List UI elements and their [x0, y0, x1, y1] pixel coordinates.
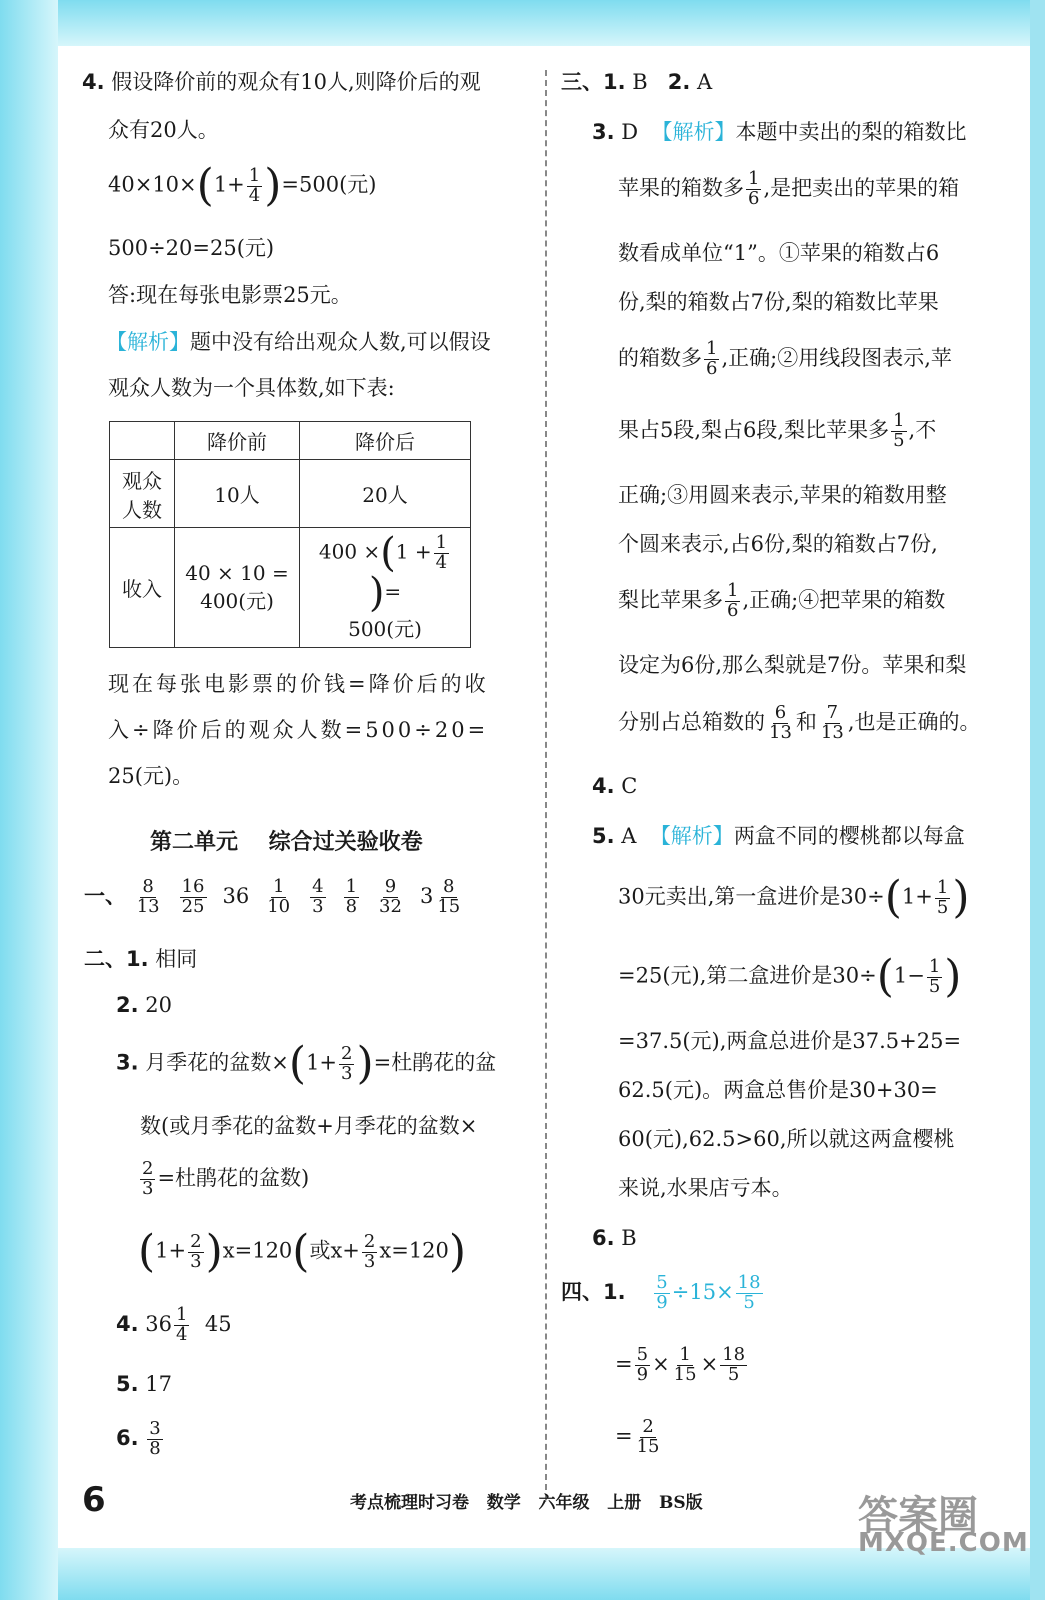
q3-line4: 份,梨的箱数占7份,梨的箱数比苹果 — [618, 290, 939, 314]
s3-q1-q2: 三、1. B 2. A — [561, 70, 713, 94]
s4-line3: = $\frac{2}{15}$ — [615, 1416, 660, 1457]
q5-line2: 30元卖出,第一盒进价是30÷(1+ $\frac{1}{5}$ ) — [618, 872, 970, 923]
q3-line5: 的箱数多 $\frac{1}{6}$ ,正确;②用线段图表示,苹 — [618, 338, 952, 379]
equation-1: 40×10×(1+ $\frac{1}{4}$ )=500(元) — [108, 160, 377, 211]
s2-q5: 5. 17 — [116, 1372, 173, 1396]
unit-title: 第二单元 综合过关验收卷 — [150, 830, 423, 855]
q5-line1: 5. A 【解析】两盒不同的樱桃都以每盒 — [592, 824, 965, 848]
q4-line1: 4. 假设降价前的观众有10人,则降价后的观 — [82, 70, 481, 94]
answer-item: $\frac{8}{13}$ — [136, 876, 160, 917]
analysis-tag: 【解析】 — [106, 330, 190, 354]
explanation-line3: 25(元)。 — [108, 764, 194, 788]
q5-line4: =37.5(元),两盒总进价是37.5+25= — [618, 1029, 962, 1053]
q3-line10: 设定为6份,那么梨就是7份。苹果和梨 — [618, 653, 967, 677]
decorative-border-left — [0, 0, 58, 1600]
q3-line9: 梨比苹果多 $\frac{1}{6}$ ,正确;④把苹果的箱数 — [618, 580, 946, 621]
s2-q3-line1: 3. 月季花的盆数×(1+ $\frac{2}{3}$ )=杜鹃花的盆 — [116, 1038, 497, 1089]
s2-q4: 4. 36 $\frac{1}{4}$ 45 — [116, 1304, 232, 1345]
q3-line1: 3. D 【解析】本题中卖出的梨的箱数比 — [592, 120, 967, 144]
s2-q3-line3: $\frac{2}{3}$ =杜鹃花的盆数) — [142, 1158, 310, 1199]
answer-line: 答:现在每张电影票25元。 — [108, 283, 352, 307]
answer-item: $\frac{4}{3}$ — [312, 876, 324, 917]
answer-item: $\frac{1}{10}$ — [267, 876, 291, 917]
q4: 4. C — [592, 774, 638, 798]
q3-line6: 果占5段,梨占6段,梨比苹果多 $\frac{1}{5}$ ,不 — [618, 410, 937, 451]
answer-item: 36 — [222, 883, 250, 908]
q3-line8: 个圆来表示,占6份,梨的箱数占7份, — [618, 532, 938, 556]
table-cell: 20人 — [300, 460, 471, 528]
q5-line7: 来说,水果店亏本。 — [618, 1176, 793, 1200]
analysis-line2: 观众人数为一个具体数,如下表: — [108, 376, 395, 400]
decorative-border-right — [1030, 0, 1045, 1600]
s2-q1: 二、1. 相同 — [84, 947, 198, 971]
s2-q3-line2: 数(或月季花的盆数+月季花的盆数× — [140, 1114, 478, 1138]
q3-line11: 分别占总箱数的 $\frac{6}{13}$ 和 $\frac{7}{13}$ ,也是正确的。 — [618, 702, 981, 743]
table-row-label: 收入 — [110, 528, 175, 648]
page-number: 6 — [82, 1480, 106, 1520]
s4-line2: = $\frac{5}{9}$ × $\frac{1}{15}$ × $\frac{18}{5}$ — [615, 1344, 746, 1385]
table-cell: 40 × 10 = 400(元) — [175, 528, 300, 648]
watermark-url: MXQE.COM — [858, 1528, 1029, 1558]
footer-text: 考点梳理时习卷 数学 六年级 上册 BS版 — [350, 1493, 703, 1513]
table-header: 降价前 — [175, 422, 300, 460]
column-divider — [545, 70, 547, 1500]
s2-q2: 2. 20 — [116, 993, 173, 1017]
q4-line2: 众有20人。 — [108, 118, 219, 142]
equation-2: 500÷20=25(元) — [108, 236, 275, 260]
s4-line1: 四、1. $\frac{5}{9}$ ÷15× $\frac{18}{5}$ — [561, 1272, 761, 1313]
decorative-border-top — [0, 0, 1045, 46]
audience-table — [109, 421, 471, 648]
table-cell: 10人 — [175, 460, 300, 528]
answer-item: 3 $\frac{8}{15}$ — [419, 876, 461, 917]
s2-q6: 6. $\frac{3}{8}$ — [116, 1418, 161, 1459]
fraction: $\frac{1}{4}$ — [248, 164, 261, 206]
section1-answers: 一、 $\frac{8}{13}$ $\frac{16}{25}$ 36 $\frac{1}{10}$ $\frac{4}{3}$ $\frac{1}{8}$ $\frac{9}{32}$ 3 $\frac{8}{15}$ — [84, 878, 478, 917]
table-cell: 400 ×(1 + $\frac{1}{4}$ )= 500(元) — [300, 528, 471, 648]
q5-line5: 62.5(元)。两盒总售价是30+30= — [618, 1078, 938, 1102]
table-header: 降价后 — [300, 422, 471, 460]
table-row-label: 观众 人数 — [110, 460, 175, 528]
q3-line3: 数看成单位“1”。①苹果的箱数占6 — [618, 241, 940, 265]
explanation-line1: 现在每张电影票的价钱=降价后的收 — [108, 672, 489, 696]
answer-item: $\frac{16}{25}$ — [181, 876, 205, 917]
answer-item: $\frac{9}{32}$ — [379, 876, 402, 917]
q3-line2: 苹果的箱数多 $\frac{1}{6}$ ,是把卖出的苹果的箱 — [618, 168, 960, 209]
q4-number: 4. — [82, 70, 105, 94]
watermark-text: 答案圈 — [858, 1493, 978, 1539]
analysis-line1: 【解析】题中没有给出观众人数,可以假设 — [106, 330, 491, 354]
q5-line6: 60(元),62.5>60,所以就这两盒樱桃 — [618, 1127, 955, 1151]
q6: 6. B — [592, 1226, 637, 1250]
q5-line3: =25(元),第二盒进价是30÷(1− $\frac{1}{5}$ ) — [618, 951, 962, 1002]
explanation-line2: 入÷降价后的观众人数=500÷20= — [108, 718, 489, 742]
s2-q3-equation: (1+ $\frac{2}{3}$ )x=120(或x+ $\frac{2}{3}$ x=120) — [138, 1226, 467, 1277]
table-corner — [110, 422, 175, 460]
q3-line7: 正确;③用圆来表示,苹果的箱数用整 — [618, 483, 947, 507]
answer-item: $\frac{1}{8}$ — [345, 876, 358, 917]
